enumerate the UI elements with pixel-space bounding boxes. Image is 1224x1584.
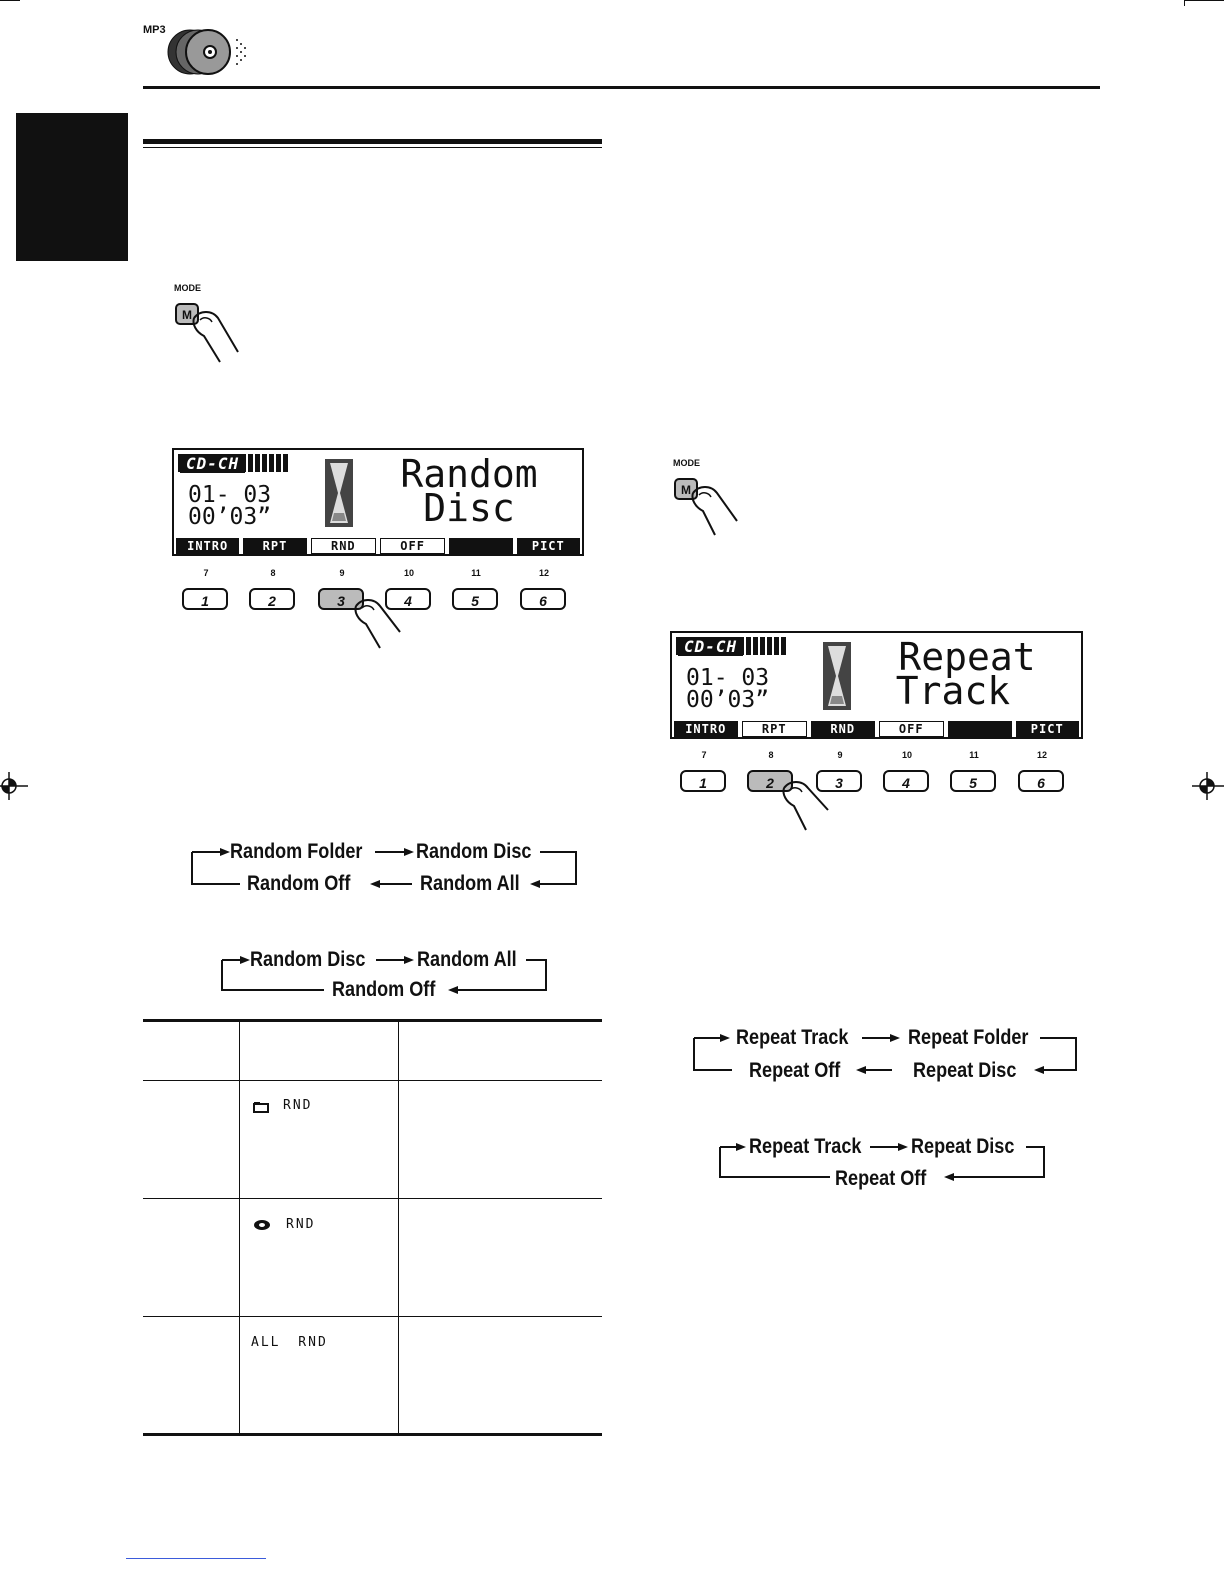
section-rule-thick [143,139,602,144]
header-rule [143,86,1100,89]
softkey-rpt: RPT [742,721,808,737]
key-number: 8 [270,568,276,578]
table-col-divider [239,1019,240,1434]
softkey-rnd: RND [311,538,376,554]
mode-label: MODE [673,458,700,468]
key-number: 12 [1036,750,1047,760]
key-number: 8 [768,750,774,760]
mode-table [143,1019,602,1436]
softkey-rnd: RND [811,721,875,737]
table-col-divider [398,1019,399,1434]
flow-item: Random Off [247,872,351,895]
softkey-rpt: RPT [243,538,306,554]
hourglass-icon [324,458,354,528]
key-number: 10 [901,750,912,760]
registration-mark-icon [1190,770,1224,802]
folder-icon [253,1101,269,1113]
softkey-pict: PICT [1016,721,1080,737]
table-row-rule [143,1198,602,1199]
finger-icon [689,483,749,539]
flow-item: Repeat Disc [913,1059,1017,1082]
preset-key-2[interactable]: 2 [747,770,793,792]
table-row-rule [143,1316,602,1317]
key-number: 11 [969,750,979,760]
preset-key-4[interactable]: 4 [385,588,431,610]
section-tab [16,113,128,261]
flow-item: Repeat Track [736,1026,849,1049]
softkey-blank [948,721,1012,737]
preset-key-1[interactable]: 1 [182,588,228,610]
cd-changer-icon [165,26,257,76]
mode-text-line1: Repeat [898,635,1036,679]
softkey-blank [449,538,512,554]
softkey-off: OFF [380,538,445,554]
flow-item: Random Disc [250,948,366,971]
softkey-row [672,721,1081,737]
finger-icon [190,308,250,364]
flow-item: Random Off [332,978,436,1001]
section-rule-thin [143,147,602,148]
key-number: 11 [471,568,481,578]
crop-mark [1184,0,1224,1]
table-top-rule [143,1019,602,1022]
preset-key-5[interactable]: 5 [452,588,498,610]
flow-item: Repeat Off [835,1167,927,1190]
preset-key-6[interactable]: 6 [1018,770,1064,792]
key-number: 7 [701,750,707,760]
flow-item: Random Folder [230,840,363,863]
flow-item: Random All [420,872,520,895]
source-label: CD-CH [678,637,743,656]
mode-text-line1: Random [400,452,538,496]
flow-item: Random Disc [416,840,532,863]
mode-text-line2: Track [895,669,1011,713]
mode-label: MODE [174,283,201,293]
preset-key-3[interactable]: 3 [318,588,364,610]
softkey-pict: PICT [517,538,580,554]
key-number: 7 [203,568,209,578]
softkey-off: OFF [879,721,945,737]
finger-icon [352,596,412,652]
track-number: 01- 03 [686,665,770,691]
preset-key-2[interactable]: 2 [249,588,295,610]
disc-icon [253,1219,271,1231]
elapsed-time: 00’03” [686,687,770,713]
flow-item: Repeat Disc [911,1135,1015,1158]
key-number: 10 [403,568,414,578]
key-number: 9 [339,568,345,578]
flow-item: Repeat Off [749,1059,841,1082]
mode-button[interactable]: M [674,478,698,500]
flow-item: Repeat Folder [908,1026,1029,1049]
softkey-row [174,538,582,554]
lcd-display-random [172,448,584,556]
finger-icon [780,778,840,834]
key-number: 12 [538,568,549,578]
indicator-rnd-folder: RND [283,1098,313,1113]
registration-mark-icon [0,770,30,802]
preset-key-1[interactable]: 1 [680,770,726,792]
preset-key-5[interactable]: 5 [950,770,996,792]
preset-key-4[interactable]: 4 [883,770,929,792]
indicator-rnd-disc: RND [286,1217,316,1232]
crop-mark [126,1558,266,1559]
mode-button[interactable]: M [175,303,199,325]
preset-key-6[interactable]: 6 [520,588,566,610]
table-row-rule [143,1080,602,1081]
key-number: 9 [837,750,843,760]
elapsed-time: 00’03” [188,504,272,530]
flow-item: Repeat Track [749,1135,862,1158]
indicator-all-rnd: ALL RND [251,1335,328,1350]
hourglass-icon [822,641,852,711]
crop-mark [1184,0,1185,6]
flow-item: Random All [417,948,517,971]
table-bottom-rule [143,1433,602,1436]
softkey-intro: INTRO [674,721,738,737]
mode-text-line2: Disc [423,486,515,530]
lcd-display-repeat [670,631,1083,739]
preset-key-3[interactable]: 3 [816,770,862,792]
softkey-intro: INTRO [176,538,239,554]
track-number: 01- 03 [188,482,272,508]
mp3-label: MP3 [143,24,166,36]
crop-mark [0,0,20,1]
source-label: CD-CH [180,454,245,473]
